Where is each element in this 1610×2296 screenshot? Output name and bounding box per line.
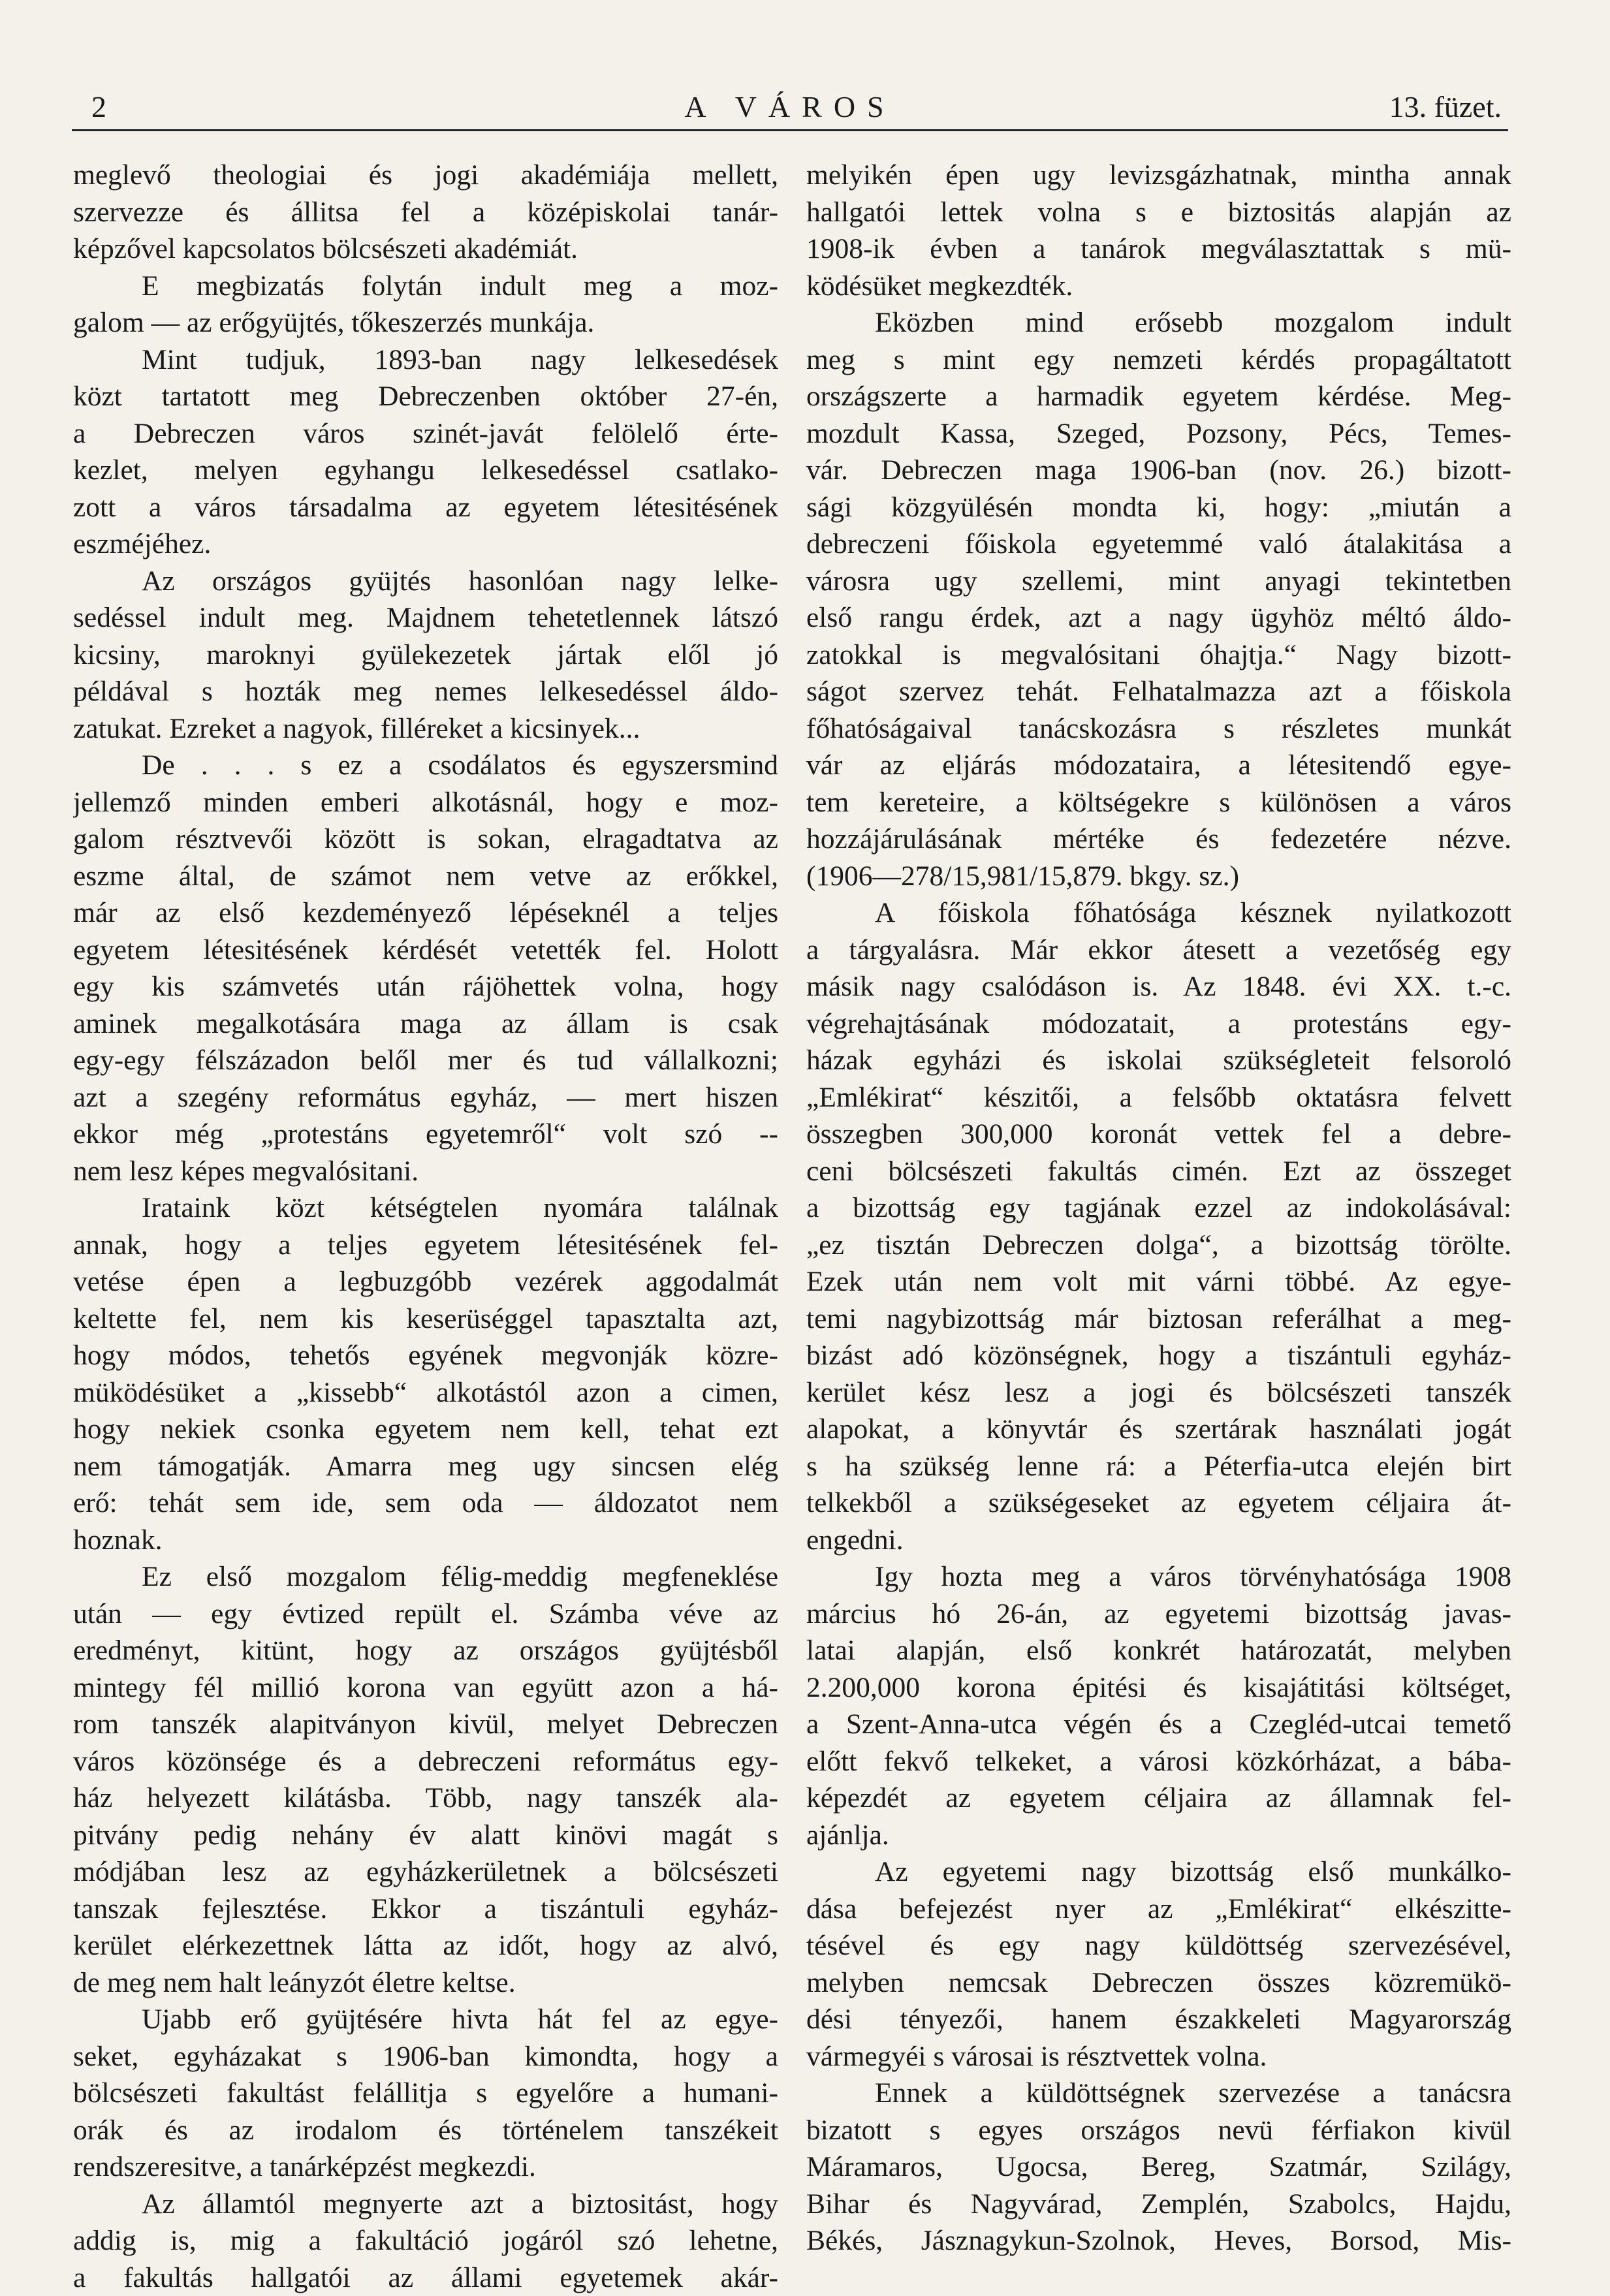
text-line: De . . . s ez a csodálatos és egyszersmind	[73, 747, 778, 784]
text-line: galom — az erőgyüjtés, tőkeszerzés munkája.	[73, 304, 778, 341]
text-line: hozzájárulásának mértéke és fedezetére nézve.	[806, 821, 1511, 858]
text-line: másik nagy csalódáson is. Az 1848. évi XX. t.-c.	[806, 968, 1511, 1005]
text-line: első rangu érdek, azt a nagy ügyhöz méltó áldo-	[806, 599, 1511, 637]
text-line: meglevő theologiai és jogi akadémiája mellett,	[73, 157, 778, 194]
text-line: tem kereteire, a költségekre s különösen a város	[806, 784, 1511, 821]
text-line: zatokkal is megvalósitani óhajtja.“ Nagy bizott-	[806, 637, 1511, 674]
text-line: kicsiny, maroknyi gyülekezetek jártak elől jó	[73, 637, 778, 674]
text-line: E megbizatás folytán indult meg a moz-	[73, 268, 778, 305]
text-line: ködésüket megkezdték.	[806, 268, 1511, 305]
text-line: bizást adó közönségnek, hogy a tiszántuli egyház-	[806, 1337, 1511, 1374]
text-line: A főiskola főhatósága késznek nyilatkozott	[806, 894, 1511, 932]
text-line: nem támogatják. Amarra meg ugy sincsen elég	[73, 1448, 778, 1485]
text-line: módjában lesz az egyházkerületnek a bölcsészeti	[73, 1853, 778, 1891]
text-line: rendszeresitve, a tanárképzést megkezdi.	[73, 2148, 778, 2186]
text-line: Igy hozta meg a város törvényhatósága 1908	[806, 1558, 1511, 1596]
text-line: vetése épen a legbuzgóbb vezérek aggodalmát	[73, 1263, 778, 1300]
text-line: a tárgyalásra. Már ekkor átesett a vezetőség egy	[806, 932, 1511, 969]
text-line: hogy nekiek csonka egyetem nem kell, tehat ezt	[73, 1411, 778, 1448]
text-line: pitvány pedig nehány év alatt kinövi magát s	[73, 1817, 778, 1854]
text-line: erő: tehát sem ide, sem oda — áldozatot nem	[73, 1485, 778, 1522]
text-line: szervezze és állitsa fel a középiskolai tanár-	[73, 194, 778, 231]
text-line: jellemző minden emberi alkotásnál, hogy e moz-	[73, 784, 778, 821]
text-line: eredményt, kitünt, hogy az országos gyüjtésből	[73, 1632, 778, 1669]
text-line: a bizottság egy tagjának ezzel az indokolásával:	[806, 1189, 1511, 1227]
text-line: zott a város társadalma az egyetem létesitésének	[73, 489, 778, 526]
text-line: sedéssel indult meg. Majdnem tehetetlennek látszó	[73, 599, 778, 637]
text-line: bizatott s egyes országos nevü férfiakon kivül	[806, 2112, 1511, 2149]
text-line: Ezek után nem volt mit várni többé. Az egye-	[806, 1263, 1511, 1300]
text-line: ház helyezett kilátásba. Több, nagy tanszék ala-	[73, 1780, 778, 1817]
text-line: hoznak.	[73, 1522, 778, 1559]
text-line: kerület elérkezettnek látta az időt, hogy az alvó,	[73, 1927, 778, 1964]
text-line: hallgatói lettek volna s e biztositás alapján az	[806, 194, 1511, 231]
text-line: latai alapján, első konkrét határozatát, melyben	[806, 1632, 1511, 1669]
text-line: Békés, Jásznagykun-Szolnok, Heves, Borsod, Mis-	[806, 2222, 1511, 2259]
text-line: vár az eljárás módozataira, a létesitendő egye-	[806, 747, 1511, 784]
text-line: városra ugy szellemi, mint anyagi tekintetben	[806, 563, 1511, 600]
text-line: Mint tudjuk, 1893-ban nagy lelkesedések	[73, 341, 778, 379]
text-line: de meg nem halt leányzót életre keltse.	[73, 1964, 778, 2002]
text-line: keltette fel, nem kis keserüséggel tapasztalta azt,	[73, 1300, 778, 1338]
page-number: 2	[91, 89, 106, 124]
text-line: (1906—278/15,981/15,879. bkgy. sz.)	[806, 858, 1511, 895]
text-line: rom tanszék alapitványon kivül, melyet Debreczen	[73, 1706, 778, 1743]
text-line: Bihar és Nagyvárad, Zemplén, Szabolcs, Hajdu,	[806, 2186, 1511, 2223]
text-line: közt tartatott meg Debreczenben október 27-én,	[73, 378, 778, 415]
publication-title: A VÁROS	[72, 89, 1508, 124]
page-header	[72, 84, 1508, 131]
text-line: sági közgyülésén mondta ki, hogy: „miután a	[806, 489, 1511, 526]
text-line: zatukat. Ezreket a nagyok, filléreket a kicsinyek...	[73, 710, 778, 747]
issue-label: 13. füzet.	[1389, 89, 1502, 124]
text-line: telkekből a szükségeseket az egyetem céljaira át-	[806, 1485, 1511, 1522]
text-line: Az országos gyüjtés hasonlóan nagy lelke-	[73, 563, 778, 600]
text-line: galom résztvevői között is sokan, elragadtatva az	[73, 821, 778, 858]
text-line: végrehajtásának módozatait, a protestáns egy-	[806, 1005, 1511, 1043]
text-line: egyetem létesitésének kérdését vetették fel. Holott	[73, 932, 778, 969]
text-line: összegben 300,000 koronát vettek fel a debre-	[806, 1116, 1511, 1153]
text-line: „Emlékirat“ készitői, a felsőbb oktatásra felvett	[806, 1079, 1511, 1116]
text-line: addig is, mig a fakultáció jogáról szó lehetne,	[73, 2222, 778, 2259]
text-line: tésével és egy nagy küldöttség szervezésével,	[806, 1927, 1511, 1964]
text-line: vármegyéi s városai is résztvettek volna.	[806, 2038, 1511, 2075]
text-line: Máramaros, Ugocsa, Bereg, Szatmár, Szilágy,	[806, 2148, 1511, 2186]
text-line: ságot szervez tehát. Felhatalmazza azt a főiskola	[806, 673, 1511, 710]
text-line: képezdét az egyetem céljaira az államnak fel-	[806, 1780, 1511, 1817]
text-line: március hó 26-án, az egyetemi bizottság javas-	[806, 1596, 1511, 1633]
text-line: seket, egyházakat s 1906-ban kimondta, hogy a	[73, 2038, 778, 2075]
text-line: debreczeni főiskola egyetemmé való átalakitása a	[806, 526, 1511, 563]
text-line: dési tényezői, hanem északkeleti Magyarország	[806, 2001, 1511, 2038]
text-line: Ujabb erő gyüjtésére hivta hát fel az egye-	[73, 2001, 778, 2038]
text-line: eszméjéhez.	[73, 526, 778, 563]
text-line: vár. Debreczen maga 1906-ban (nov. 26.) bizott-	[806, 452, 1511, 489]
text-line: orák és az irodalom és történelem tanszékeit	[73, 2112, 778, 2149]
text-line: eszme által, de számot nem vetve az erőkkel,	[73, 858, 778, 895]
right-text-column	[806, 157, 1511, 2259]
text-line: példával s hozták meg nemes lelkesedéssel áldo-	[73, 673, 778, 710]
text-line: tanszak fejlesztése. Ekkor a tiszántuli egyház-	[73, 1891, 778, 1928]
text-line: temi nagybizottság már biztosan referálhat a meg-	[806, 1300, 1511, 1338]
text-line: azt a szegény református egyház, — mert hiszen	[73, 1079, 778, 1116]
text-line: s ha szükség lenne rá: a Péterfia-utca elején birt	[806, 1448, 1511, 1485]
text-line: országszerte a harmadik egyetem kérdése. Meg-	[806, 378, 1511, 415]
text-line: melyikén épen ugy levizsgázhatnak, mintha annak	[806, 157, 1511, 194]
text-line: mozdult Kassa, Szeged, Pozsony, Pécs, Temes-	[806, 415, 1511, 452]
text-line: ekkor még „protestáns egyetemről“ volt szó --	[73, 1116, 778, 1153]
text-line: város közönsége és a debreczeni református egy-	[73, 1743, 778, 1780]
text-line: melyben nemcsak Debreczen összes közremükö-	[806, 1964, 1511, 2002]
text-line: Irataink közt kétségtelen nyomára találnak	[73, 1189, 778, 1227]
text-line: Az államtól megnyerte azt a biztositást, hogy	[73, 2186, 778, 2223]
text-line: nem lesz képes megvalósitani.	[73, 1153, 778, 1190]
text-line: annak, hogy a teljes egyetem létesitésének fel-	[73, 1227, 778, 1264]
text-line: müködésüket a „kissebb“ alkotástól azon a cimen,	[73, 1374, 778, 1411]
left-text-column	[73, 157, 778, 2296]
text-line: után — egy évtized repült el. Számba véve az	[73, 1596, 778, 1633]
text-line: előtt fekvő telkeket, a városi közkórházat, a bába-	[806, 1743, 1511, 1780]
text-line: egy-egy félszázadon belől mer és tud vállalkozni;	[73, 1042, 778, 1079]
text-line: engedni.	[806, 1522, 1511, 1559]
text-line: 2.200,000 korona épitési és kisajátitási költséget,	[806, 1669, 1511, 1706]
text-line: ceni bölcsészeti fakultás cimén. Ezt az összeget	[806, 1153, 1511, 1190]
text-line: bölcsészeti fakultást felállitja s egyelőre a humani-	[73, 2075, 778, 2112]
text-line: Az egyetemi nagy bizottság első munkálko-	[806, 1853, 1511, 1891]
text-line: a Szent-Anna-utca végén és a Czegléd-utcai temető	[806, 1706, 1511, 1743]
text-line: a fakultás hallgatói az állami egyetemek akár-	[73, 2259, 778, 2296]
text-line: meg s mint egy nemzeti kérdés propagáltatott	[806, 341, 1511, 379]
text-line: aminek megalkotására maga az állam is csak	[73, 1005, 778, 1043]
text-line: már az első kezdeményező lépéseknél a teljes	[73, 894, 778, 932]
text-line: a Debreczen város szinét-javát felölelő érte-	[73, 415, 778, 452]
text-line: Ennek a küldöttségnek szervezése a tanácsra	[806, 2075, 1511, 2112]
text-line: házak egyházi és iskolai szükségleteit felsoroló	[806, 1042, 1511, 1079]
text-line: egy kis számvetés után rájöhettek volna, hogy	[73, 968, 778, 1005]
text-line: kezlet, melyen egyhangu lelkesedéssel csatlako-	[73, 452, 778, 489]
text-line: képzővel kapcsolatos bölcsészeti akadémiát.	[73, 230, 778, 268]
text-line: 1908-ik évben a tanárok megválasztattak s mü-	[806, 230, 1511, 268]
text-line: Ez első mozgalom félig-meddig megfeneklése	[73, 1558, 778, 1596]
text-line: hogy módos, tehetős egyének megvonják közre-	[73, 1337, 778, 1374]
text-line: kerület kész lesz a jogi és bölcsészeti tanszék	[806, 1374, 1511, 1411]
text-line: „ez tisztán Debreczen dolga“, a bizottság törölte.	[806, 1227, 1511, 1264]
text-line: ajánlja.	[806, 1817, 1511, 1854]
text-line: dása befejezést nyer az „Emlékirat“ elkészitte-	[806, 1891, 1511, 1928]
text-line: mintegy fél millió korona van együtt azon a há-	[73, 1669, 778, 1706]
text-line: Eközben mind erősebb mozgalom indult	[806, 304, 1511, 341]
text-line: főhatóságaival tanácskozásra s részletes munkát	[806, 710, 1511, 747]
text-line: alapokat, a könyvtár és szertárak használati jogát	[806, 1411, 1511, 1448]
